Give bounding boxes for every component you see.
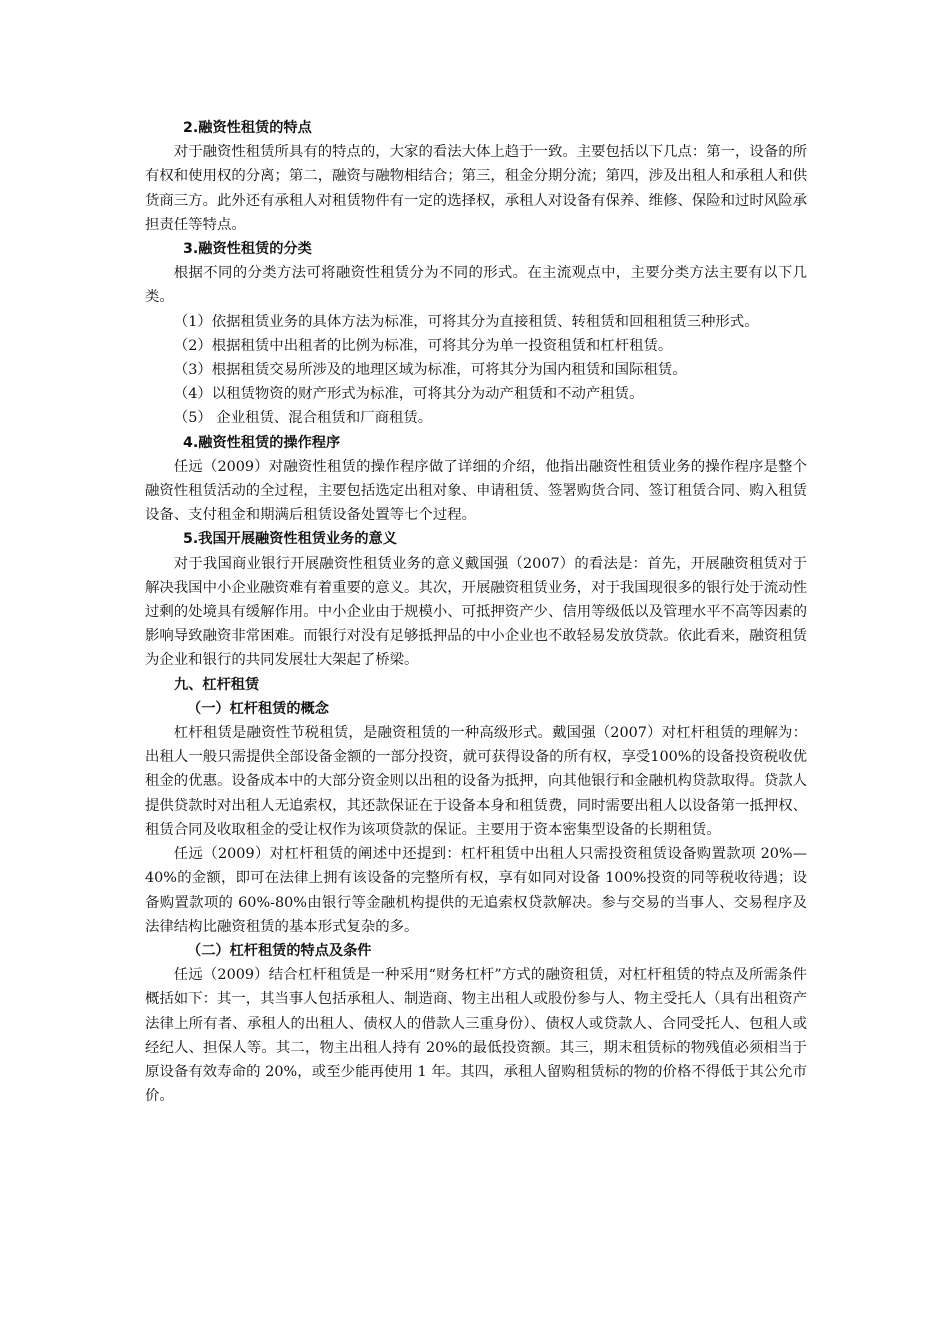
list-item: （4）以租赁物资的财产形式为标准，可将其分为动产租赁和不动产租赁。 <box>173 386 644 403</box>
paragraph-s2-1: 对于融资性租赁所具有的特点的，大家的看法大体上趋于一致。主要包括以下几点：第一，设备的所有权和使用权的分离；第二，融资与融物相结合；第三，租金分期分流；第四，涉及出租人和承租人和供货商三方。此外还有承租人对租赁物件有一定的选择权，承租人对设备有保养、维修、保险和过时风险承担责任等特点。 <box>145 144 807 233</box>
list-item: （3）根据租赁交易所涉及的地理区域为标准，可将其分为国内租赁和国际租赁。 <box>173 362 687 379</box>
paragraph-s9-1-1: 杠杆租赁是融资性节税租赁，是融资租赁的一种高级形式。戴国强（2007）对杠杆租赁的理解为：出租人一般只需提供全部设备金额的一部分投资，就可获得设备的所有权，享受100%的设备投资税收优租金的优惠。设备成本中的大部分资金则以出租的设备为抵押，向其他银行和金融机构贷款取得。贷款人提供贷款时对出租人无追索权，其还款保证在于设备本身和租赁费，同时需要出租人以设备第一抵押权、租赁合同及收取租金的受让权作为该项贷款的保证。主要用于资本密集型设备的长期租赁。 <box>145 725 807 838</box>
list-item: （1）依据租赁业务的具体方法为标准，可将其分为直接租赁、转租赁和回租租赁三种形式。 <box>173 313 759 330</box>
subsection-heading-9-1: （一）杠杆租赁的概念 <box>187 700 329 717</box>
paragraph-s4-1: 任远（2009）对融资性租赁的操作程序做了详细的介绍，他指出融资性租赁业务的操作程序是整个融资性租赁活动的全过程，主要包括选定出租对象、申请租赁、签署购货合同、签订租赁合同、购入租赁设备、支付租金和期满后租赁设备处置等七个过程。 <box>145 458 807 524</box>
document-body <box>145 116 807 1108</box>
subsection-heading-9-2: （二）杠杆租赁的特点及条件 <box>187 942 372 959</box>
section-heading-3: 3.融资性租赁的分类 <box>183 241 312 258</box>
list-item: （2）根据租赁中出租者的比例为标准，可将其分为单一投资租赁和杠杆租赁。 <box>173 337 673 354</box>
paragraph-s9-1-2: 任远（2009）对杠杆租赁的阐述中还提到：杠杆租赁中出租人只需投资租赁设备购置款项 20%—40%的金额，即可在法律上拥有该设备的完整所有权，享有如同对设备 100%投资的同等税收待遇；设备购置款项的 60%-80%由银行等金融机构提供的无追索权贷款解决。参与交易的当事人、交易程序及法律结构比融资租赁的基本形式复杂的多。 <box>145 846 807 935</box>
paragraph-s3-1: 根据不同的分类方法可将融资性租赁分为不同的形式。在主流观点中，主要分类方法主要有以下几类。 <box>145 265 807 306</box>
section-heading-4: 4.融资性租赁的操作程序 <box>183 434 341 451</box>
list-item: （5） 企业租赁、混合租赁和厂商租赁。 <box>173 410 433 427</box>
section-heading-2: 2.融资性租赁的特点 <box>183 120 312 136</box>
section-heading-5: 5.我国开展融资性租赁业务的意义 <box>183 531 397 548</box>
paragraph-s5-1: 对于我国商业银行开展融资性租赁业务的意义戴国强（2007）的看法是：首先，开展融资租赁对于解决我国中小企业融资难有着重要的意义。其次，开展融资租赁业务，对于我国现很多的银行处于流动性过剩的处境具有缓解作用。中小企业由于规模小、可抵押资产少、信用等级低以及管理水平不高等因素的影响导致融资非常困难。而银行对没有足够抵押品的中小企业也不敢轻易发放贷款。依此看来，融资租赁为企业和银行的共同发展壮大架起了桥梁。 <box>145 555 807 669</box>
chapter-heading-9: 九、杠杆租赁 <box>174 676 260 693</box>
paragraph-s9-2-1: 任远（2009）结合杠杆租赁是一种采用“财务杠杆”方式的融资租赁，对杠杆租赁的特点及所需条件概括如下：其一，其当事人包括承租人、制造商、物主出租人或股份参与人、物主受托人（具有出租资产法律上所有者、承租人的出租人、债权人的借款人三重身份）、债权人或贷款人、合同受托人、包租人或经纪人、担保人等。其二，物主出租人持有 20%的最低投资额。其三，期末租赁标的物残值必须相当于原设备有效寿命的 20%，或至少能再使用 1 年。其四，承租人留购租赁标的物的价格不得低于其公允市价。 <box>145 967 807 1105</box>
